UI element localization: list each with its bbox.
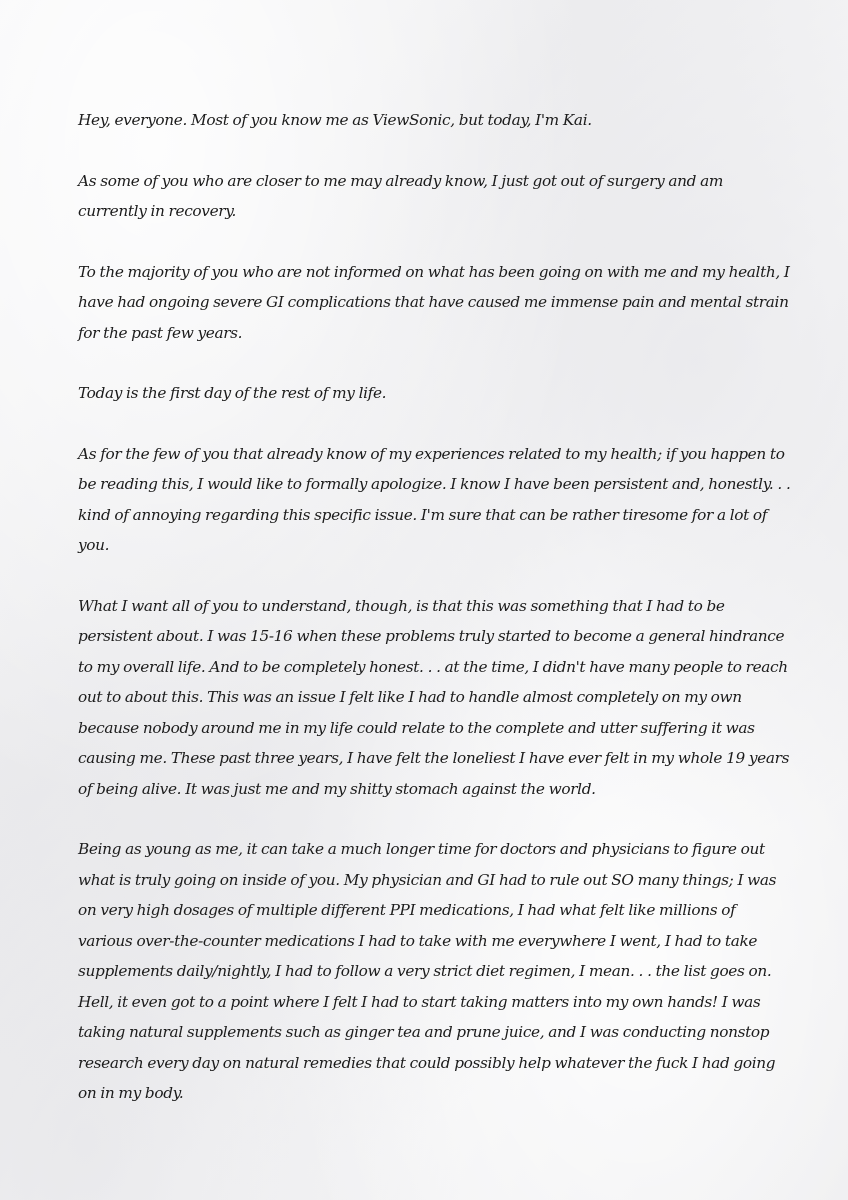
paragraph-persistence: What I want all of you to understand, though, is that this was something that I had to be persistent about. I was 15-16 when these problems truly started to become a general hindrance to my overall life. And to be completely honest. . . at the time, I didn't have many people to reach out to about this. This was an issue I felt like I had to handle almost completely on my own because nobody around me in my life could relate to the complete and utter suffering it was causing me. These past three years, I have felt the loneliest I have ever felt in my whole 19 years of being alive. It was just me and my shitty stomach against the world.: [78, 596, 790, 798]
paragraph-treatment: Being as young as me, it can take a much longer time for doctors and physicians to figure out what is truly going on inside of you. My physician and GI had to rule out SO many things; I was on very high dosages of multiple different PPI medications, I had what felt like millions of various over-the-counter medications I had to take with me everywhere I went, I had to take supplements daily/nightly, I had to follow a very strict diet regimen, I mean. . . the list goes on. Hell, it even got to a point where I felt I had to start taking matters into my own hands! I was taking natural supplements such as ginger tea and prune juice, and I was conducting nonstop research every day on natural remedies that could possibly help whatever the fuck I had going on in my body.: [78, 840, 777, 1102]
paragraph-apology: As for the few of you that already know of my experiences related to my health; if you happen to be reading this, I would like to formally apologize. I know I have been persistent and, honestly. . . kind of annoying regarding this specific issue. I'm sure that can be rather tiresome for a lot of you.: [78, 444, 791, 554]
paragraph-first-day: Today is the first day of the rest of my life.: [78, 384, 387, 402]
paragraph-surgery: As some of you who are closer to me may already know, I just got out of surgery and am currently in recovery.: [78, 171, 724, 220]
paragraph-greeting: Hey, everyone. Most of you know me as ViewSonic, but today, I'm Kai.: [78, 111, 592, 129]
paragraph-health-background: To the majority of you who are not informed on what has been going on with me and my health, I have had ongoing severe GI complications that have caused me immense pain and mental strain for the past few years.: [78, 262, 790, 342]
